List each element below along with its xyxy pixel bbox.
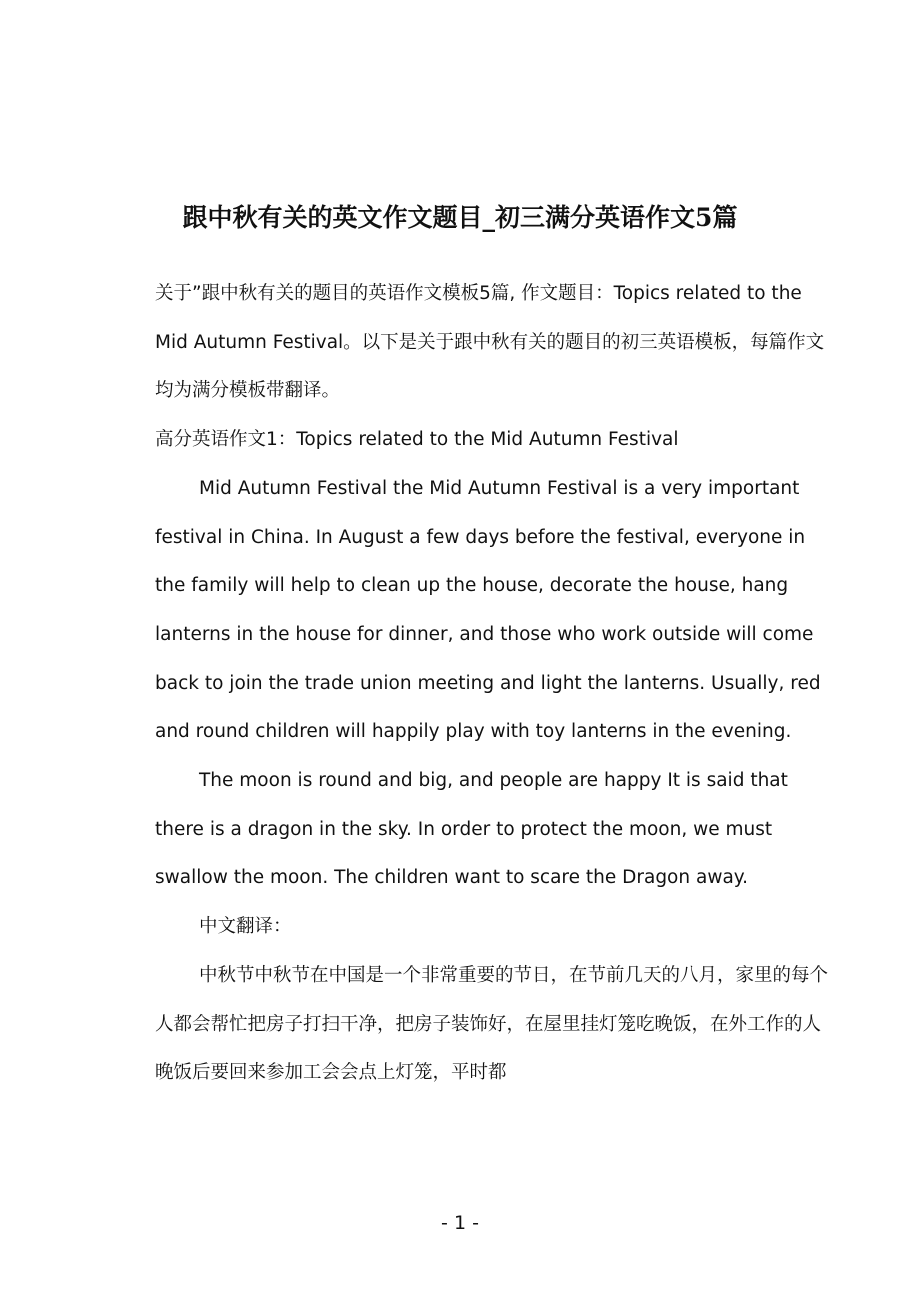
intro-paragraph: 关于”跟中秋有关的题目的英语作文模板5篇, 作文题目：Topics related to the Mid Autumn Festival。以下是关于跟中秋有关的题目的初三英语模板，每篇作文均为满分模板带翻译。 <box>155 283 825 402</box>
document-body <box>155 270 835 1098</box>
essay-heading: 高分英语作文1：Topics related to the Mid Autumn Festival <box>155 429 679 451</box>
page-number: - 1 - <box>441 1212 479 1234</box>
translation-paragraph: 中秋节中秋节在中国是一个非常重要的节日，在节前几天的八月，家里的每个人都会帮忙把房子打扫干净，把房子装饰好，在屋里挂灯笼吃晚饭，在外工作的人晚饭后要回来参加工会会点上灯笼，平时都 <box>155 964 829 1084</box>
translation-label: 中文翻译： <box>199 916 292 938</box>
document-title: 跟中秋有关的英文作文题目_初三满分英语作文5篇 <box>182 203 738 232</box>
essay-paragraph-2: The moon is round and big, and people are happy It is said that there is a dragon in the sky. In order to protect the moon, we must swallow the moon. The children want to scare the Dragon away. <box>155 770 788 889</box>
essay-paragraph-1: Mid Autumn Festival the Mid Autumn Festival is a very important festival in China. In August a few days before the festival, everyone in the family will help to clean up the house, decorate the house, hang lanterns in the house for dinner, and those who work outside will come back to join the trade union meeting and light the lanterns. Usually, red and round children will happily play with toy lanterns in the evening. <box>155 477 821 743</box>
